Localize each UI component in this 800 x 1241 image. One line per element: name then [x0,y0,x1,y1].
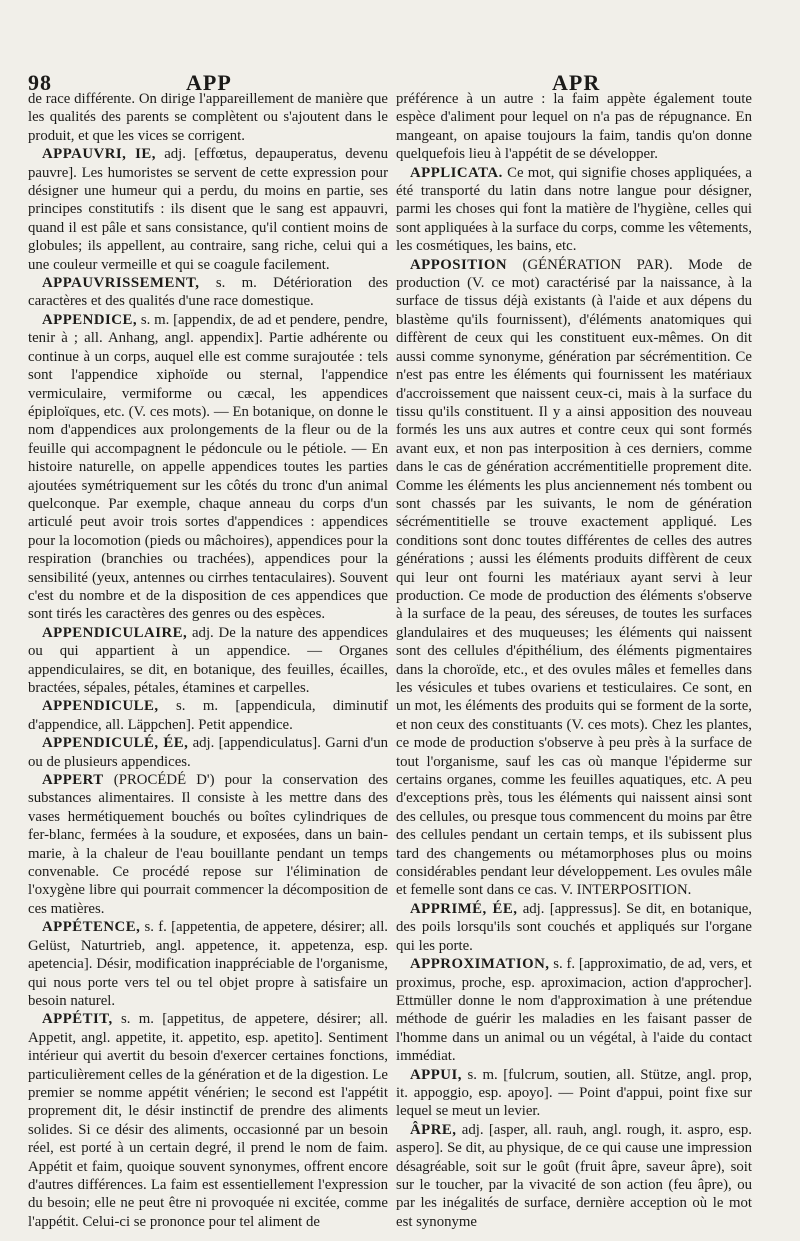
entry [396,90,752,164]
entry [28,734,388,771]
running-head-left: APP [186,70,232,95]
entry [28,90,388,145]
entry-headword: APPLICATA. [410,164,503,181]
entry-headword: APPENDICULAIRE, [42,624,188,641]
entry [396,164,752,256]
entry-body: s. m. [appendicula, diminutif d'appendice, all. Läppchen]. Petit appendice. [28,698,388,733]
entry-body: de race différente. On dirige l'appareillement de manière que les qualités des parents se complètent ou s'ajoutent dans le produit, et que les vices se corrigent. [28,91,388,144]
entry [396,1121,752,1231]
entry [28,624,388,698]
entry-headword: APPOSITION [410,256,508,273]
running-head-right: APR [552,70,601,95]
entry-headword: APPÉTIT, [42,1011,113,1028]
entry-body: s. m. Détérioration des caractères et des qualités d'une race domestique. [28,275,389,310]
entry-body: Ce mot, qui signifie choses appliquées, a été transporté du latin dans notre langue pour désigner, parmi les choses qui font la matière de l'hygiène, celles qui sont appliquées à la surface du corps, comme les vêtements, les cosmétiques, les bains, etc. [396,164,752,255]
entry-headword: APPRIMÉ, ÉE, [410,900,518,917]
entry-body: adj. [effœtus, depauperatus, devenu pauvre]. Les humoristes se servent de cette expression pour désigner une humeur qui a perdu, du moins en partie, ses principes constitutifs : ils disent que le sang est appauvri, quand il est pâle et sans consistance, qu'il contient moins de globules; ils appellent, au contraire, sang riche, celui qui a une couleur vermeille et qui se coagule facilement. [28,146,388,273]
entry-body: adj. [asper, all. rauh, angl. rough, it. aspro, esp. aspero]. Se dit, au physique, de ce qui cause une impression désagréable, soit sur le goût (fruit âpre, saveur âpre), soit sur le toucher, par la vivacité de son action (feu âpre), ou par les inégalités de surface, dernière acception où le mot est synonyme [396,1121,752,1230]
entry-headword: APPÉTENCE, [42,919,141,936]
page-number: 98 [28,70,52,95]
entry [396,900,752,955]
entry-headword: APPUI, [410,1066,462,1083]
entry-body: adj. [appendiculatus]. Garni d'un ou de plusieurs appendices. [28,735,389,770]
entry [396,955,752,1065]
right-column [396,90,752,1231]
entry-headword: ÂPRE, [410,1121,457,1138]
entry-headword: APPENDICULE, [42,698,159,715]
entry-body: (GÉNÉRATION PAR). Mode de production (V. ce mot) caractérisé par la naissance, à la surface de tissus déjà existants (à l'aide et aux dépens du blastème qu'ils fournissent), d'éléments anatomiques qui diffèrent de ceux qui les constituent eux-mêmes. On dit aussi comme synonyme, génération par sécrémentition. Ce n'est pas entre les éléments qui fournissent les matériaux d'accroissement que naissent ceux-ci, mais à la surface du tissu qu'ils constituent. Il y a ainsi apposition des nouveau formés les uns aux autres et contre ceux qui sont formés avant eux, et non pas interposition à ces derniers, comme dans le cas de génération accrémentitielle proprement dite. Comme les éléments les plus anciennement nés tombent ou sont chassés par les suivants, le nom de génération sécrémentitielle se trouve exactement appliqué. Les conditions sont donc toutes différentes de celles des autres générations ; aussi les éléments produits diffèrent de ceux qui leur ont fourni les matériaux ayant servi à leur production. Ce mode de production des éléments s'observe à la surface de la peau, des séreuses, de toutes les surfaces glandulaires et des muqueuses; les éléments qui naissent sont des cellules d'épithélium, des éléments pigmentaires dans la choroïde, etc., et des ovules mâles et femelles dans les vésicules et tubes ovariens et testiculaires. Ce sont, en un mot, les éléments des produits qui se forment de la sorte, et non ceux des constituants (V. ces mots). Chez les plantes, ce mode de production s'observe à peu près à la surface de tout l'organisme, sauf les cas où manque l'épiderme sur certains organes, comme les feuilles aquatiques, etc. A peu d'exceptions près, tous les éléments qui naissent ainsi sont des cellules, ou presque tous commencent du moins par être des cellules pendant un certain temps, et ils subissent plus tard des changements ou métamorphoses plus ou moins considérables pendant leur développement. Les ovules mâle et femelle sont dans ce cas. V. INTERPOSITION. [396,256,752,899]
entry-body: (PROCÉDÉ D') pour la conservation des substances alimentaires. Il consiste à les mettre dans des vases hermétiquement bouchés ou boîtes cylindriques de fer-blanc, fermées à la soudure, et exposées, dans un bain-marie, à la chaleur de l'eau bouillante pendant un temps convenable. Ce procédé repose sur l'élimination de l'oxygène libre qui pourrait commencer la décomposition de ces matières. [28,772,389,917]
entry-body: s. m. [fulcrum, soutien, all. Stütze, angl. prop, it. appoggio, esp. apoyo]. — Point d'appui, point fixe sur lequel se meut un levier. [396,1066,753,1120]
entry-body: s. f. [approximatio, de ad, vers, et proximus, proche, esp. aproximacion, action d'approcher]. Ettmüller donne le nom d'approximation à une prétendue méthode de guérir les maladies en les faisant passer de l'homme dans un animal ou un végétal, à l'aide du contact immédiat. [396,956,752,1065]
entry [396,1066,752,1121]
left-column [28,90,388,1231]
entry [28,771,388,918]
entry [28,274,388,311]
entry-headword: APPAUVRI, IE, [42,146,156,163]
entry-body: adj. [appressus]. Se dit, en botanique, des poils lorsqu'ils sont couchés et appliqués sur l'organe qui les porte. [396,900,752,954]
entry-body: s. m. [appendix, de ad et pendere, pendre, tenir à ; all. Anhang, angl. appendix]. Partie adhérente ou continue à un corps, auquel elle est comme surajoutée : tels sont l'appendice xiphoïde ou sternal, l'appendice vermiculaire, vermiforme ou cæcal, les appendices épiploïques, etc. (V. ces mots). — En botanique, on donne le nom d'appendices aux prolongements de la fleur ou de la feuille qui accompagnent le pédoncule ou le pétiole. — En histoire naturelle, on appelle appendices toutes les parties ajoutées symétriquement sur les côtés du tronc d'un animal quelconque. Par exemple, chaque anneau du corps d'un articulé peut avoir trois sortes d'appendices : appendices pour la locomotion (pieds ou mâchoires), appendices pour la respiration (branchies ou trachées), appendices pour la sensibilité (yeux, antennes ou cirrhes tentaculaires). Souvent c'est du nombre et de la disposition de ces appendices que sont tirés les caractères des genres ou des espèces. [28,311,388,623]
entry [28,697,388,734]
entry-body: préférence à un autre : la faim appète également toute espèce d'aliment pour lequel on n'a pas de répugnance. En mangeant, on apaise toujours la faim, tandis qu'on donne quelquefois lieu à l'appétit de se développer. [396,91,752,163]
entry [28,918,388,1010]
entry [28,1010,388,1231]
entry-body: s. m. [appetitus, de appetere, désirer; all. Appetit, angl. appetite, it. appetito, esp. apetito]. Sentiment intérieur qui avertit du besoin d'exercer certaines fonctions, particulièrement celles de la génération et de la digestion. Le premier se nomme appétit vénérien; le second est l'appétit proprement dit, le désir instinctif de prendre des aliments solides. Si ce désir des aliments, occasionné par un besoin réel, est porté à un certain degré, il prend le nom de faim. Appétit et faim, quoique souvent synonymes, offrent encore d'autres différences. La faim est essentiellement l'expression du besoin; elle ne peut être ni provoquée ni excitée, comme l'appétit. Celui-ci se prononce pour tel aliment de [28,1011,388,1230]
entry-headword: APPROXIMATION, [410,956,550,973]
entry [28,311,388,624]
entry-body: s. f. [appetentia, de appetere, désirer; all. Gelüst, Naturtrieb, angl. appetence, it. appetenza, esp. apetencia]. Désir, modification inappréciable de l'organisme, qui nous porte vers tel ou tel objet propre à satisfaire un besoin naturel. [28,919,389,1009]
entry-body: adj. De la nature des appendices ou qui appartient à un appendice. — Organes appendiculaires, se dit, en botanique, des feuilles, écailles, bractées, sépales, pétales, étamines et carpelles. [28,624,388,696]
entry-headword: APPENDICULÉ, ÉE, [42,735,189,752]
entry-headword: APPENDICE, [42,311,138,328]
entry [396,256,752,900]
entry-headword: APPERT [42,772,104,789]
entry-headword: APPAUVRISSEMENT, [42,275,200,292]
entry [28,145,388,274]
